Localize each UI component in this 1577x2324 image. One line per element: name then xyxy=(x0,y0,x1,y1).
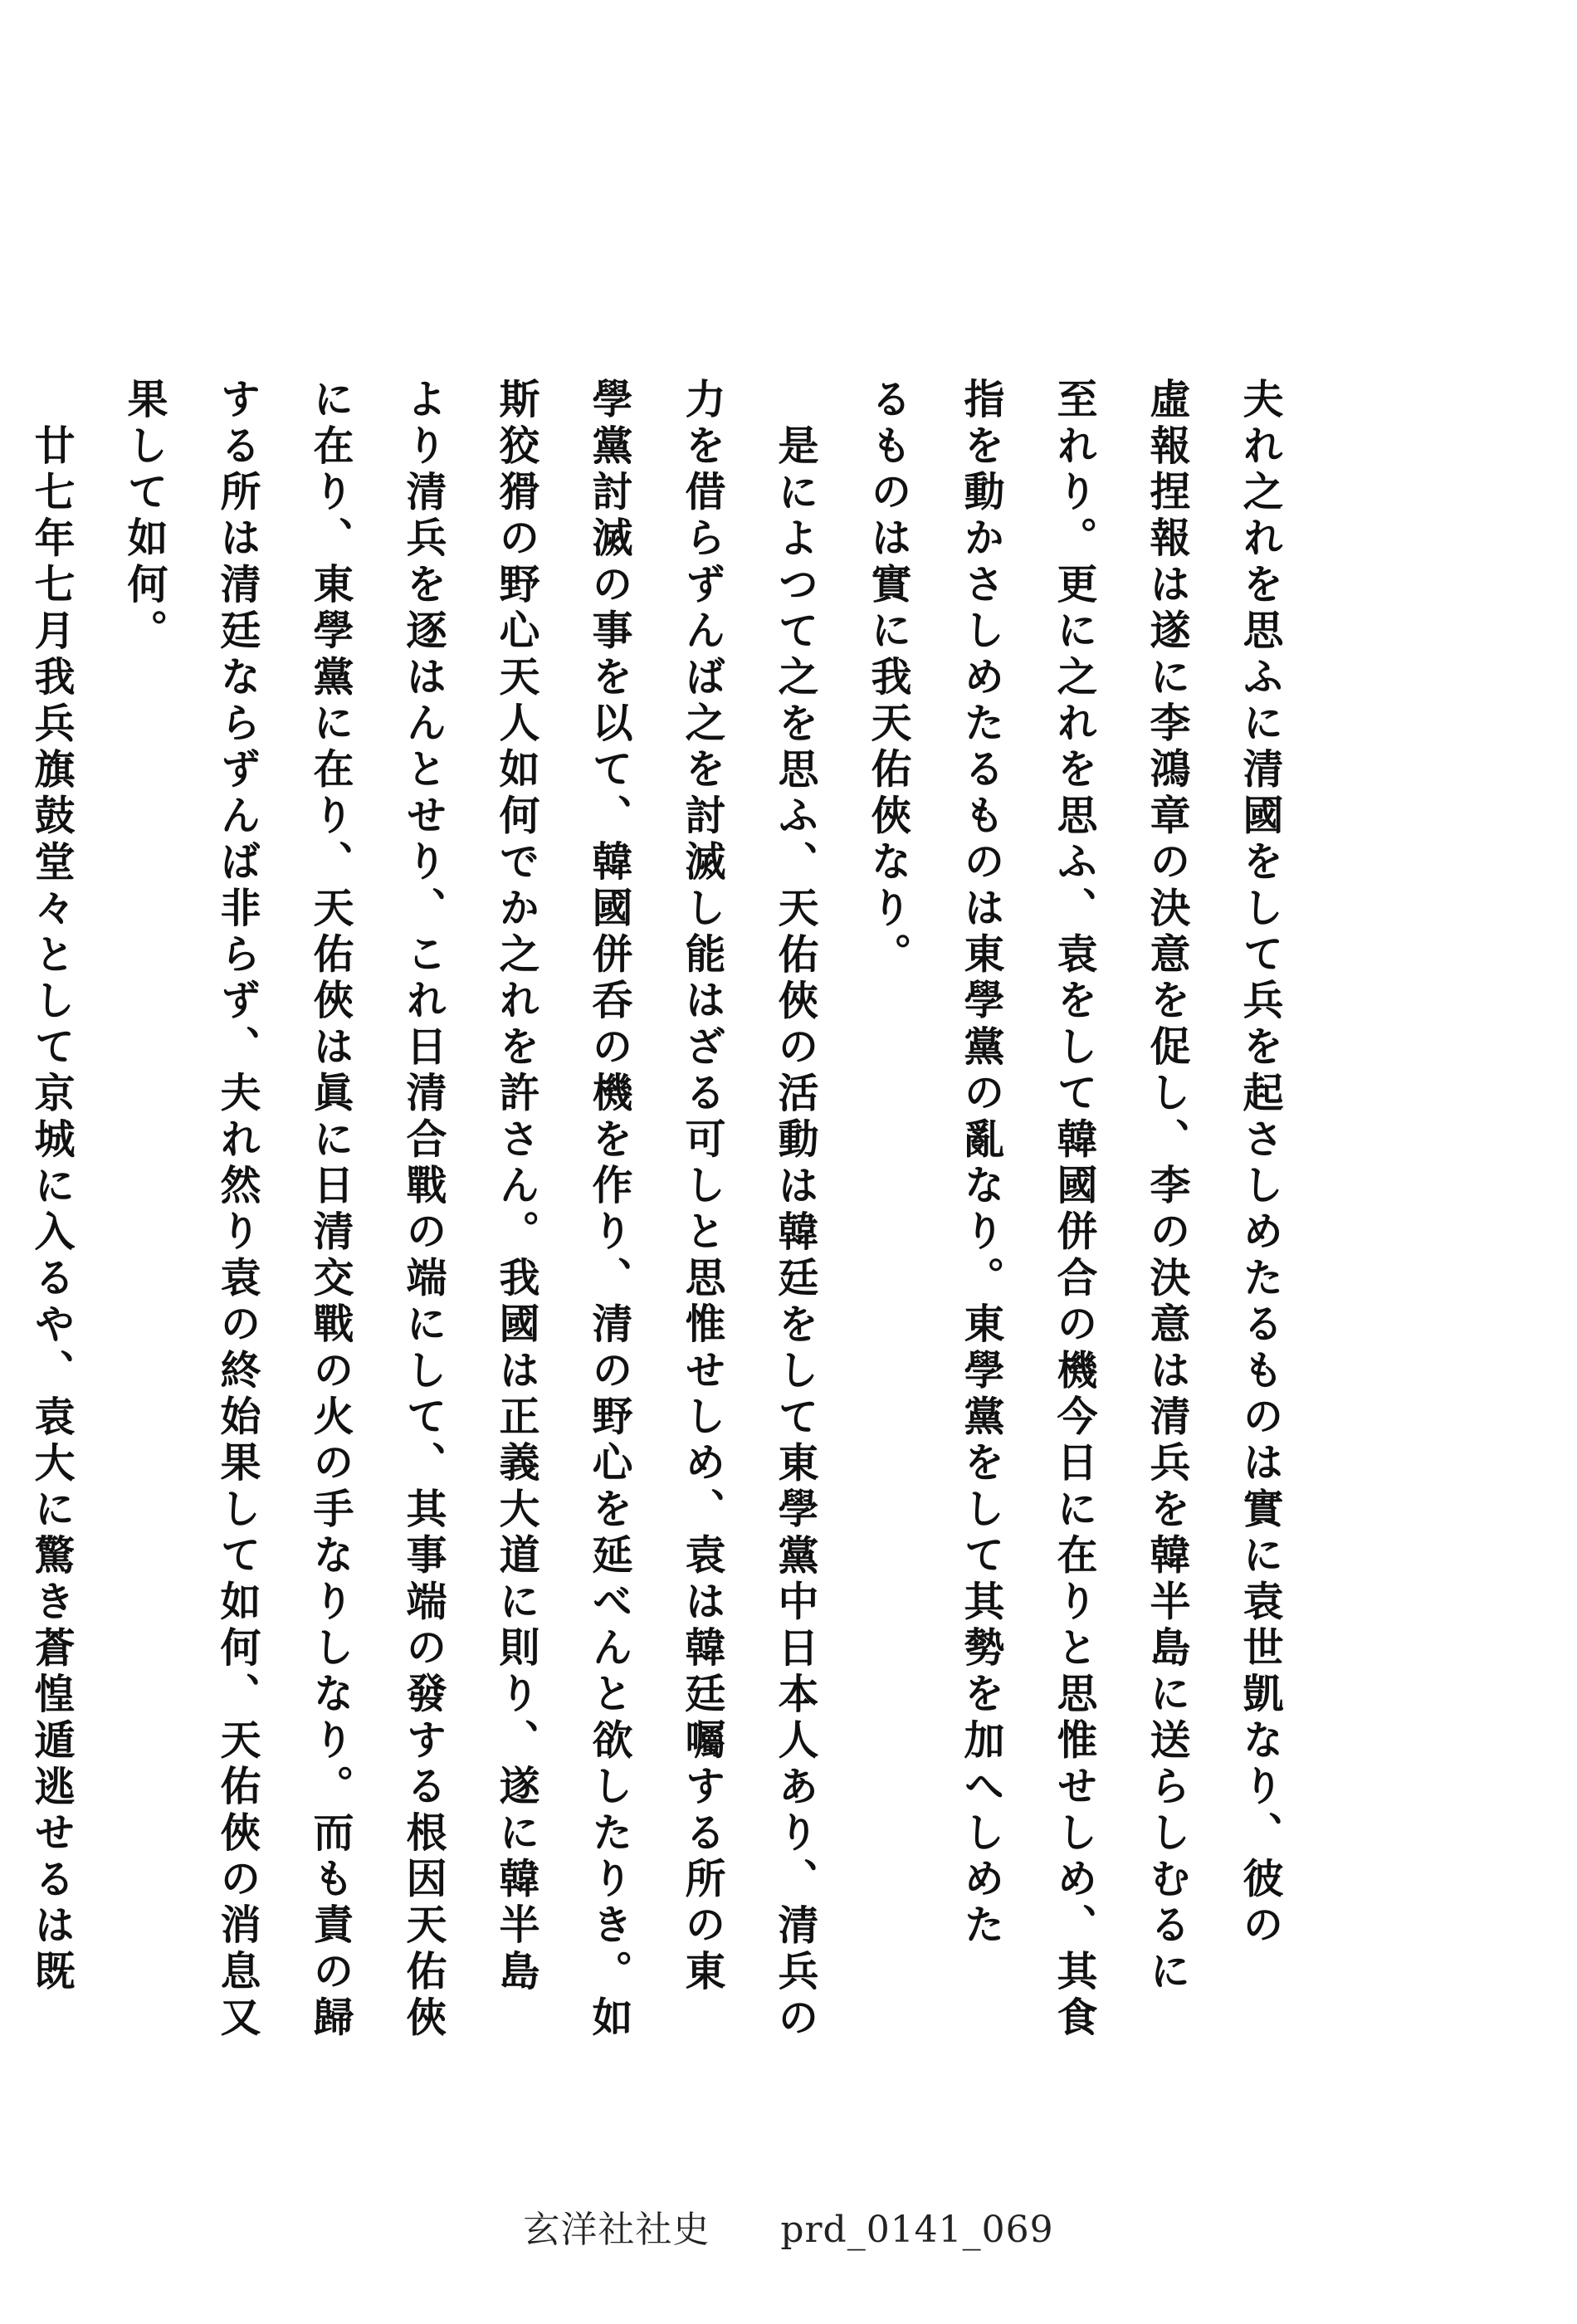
text-column-5: るものは實に我天佑俠なり。 xyxy=(865,378,913,979)
text-column-14: 廿七年七月我兵旗鼓堂々として京城に入るや、袁大に驚き蒼惶遁逃せるは既 xyxy=(28,424,76,1996)
text-column-8: 學黨討滅の事を以て、韓國併呑の機を作り、清の野心を延べんと欲したりき。如 xyxy=(586,378,634,2043)
page-footer xyxy=(0,2200,1577,2253)
footer-title: 玄洋社社史 xyxy=(523,2209,710,2251)
text-column-4: 指を動かさしめたるものは東學黨の亂なり。東學黨をして其勢を加へしめた xyxy=(958,378,1006,1950)
text-column-1: 夫れ之れを思ふに清國をして兵を起さしめたるものは實に袁世凱なり、彼の xyxy=(1237,378,1285,1950)
text-column-7: 力を借らずんば之を討滅し能はざる可しと思惟せしめ、袁は韓廷囑する所の東 xyxy=(679,378,727,1996)
text-column-10: より清兵を逐はんとせり、これ日清合戰の端にして、其事端の發する根因天佑俠 xyxy=(400,378,448,2043)
text-column-6: 是によつて之を思ふ、天佑俠の活動は韓廷をして東學黨中日本人あり、清兵の xyxy=(772,424,820,2043)
footer-page-code: prd_0141_069 xyxy=(780,2209,1054,2251)
text-column-9: 斯狡猾の野心天人如何でか之れを許さん。我國は正義大道に則り、遂に韓半島 xyxy=(493,378,541,1996)
text-column-11: に在り、東學黨に在り、天佑俠は眞に日清交戰の火の手なりしなり。而も責の歸 xyxy=(307,378,355,2043)
vertical-text-body xyxy=(28,378,1307,2043)
text-column-12: する所は清廷ならずんば非らず、夫れ然り袁の終始果して如何、天佑俠の消息又 xyxy=(214,378,262,2043)
text-column-3: 至れり。更に之れを思ふ、袁をして韓國併合の機今日に在りと思惟せしめ、其食 xyxy=(1051,378,1099,2043)
text-column-2: 虛報捏報は遂に李鴻章の決意を促し、李の決意は清兵を韓半島に送らしむるに xyxy=(1144,378,1192,1996)
text-column-13: 果して如何。 xyxy=(121,378,169,656)
